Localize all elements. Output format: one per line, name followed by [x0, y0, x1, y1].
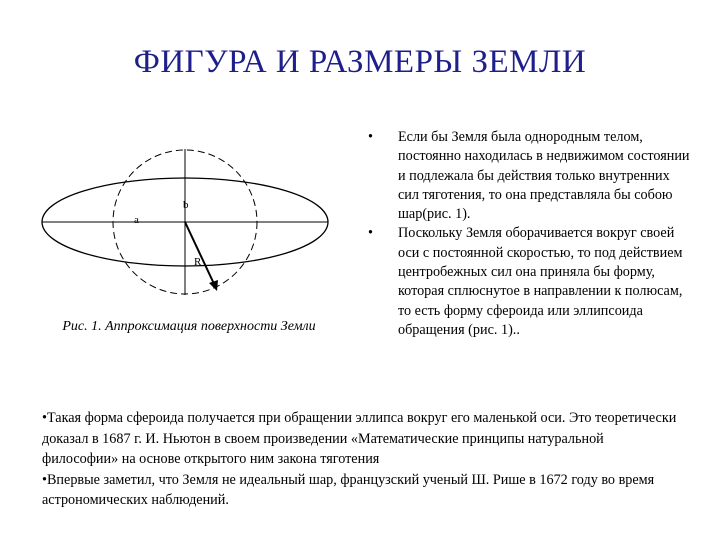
figure-caption: Рис. 1. Аппроксимация поверхности Земли	[62, 319, 316, 334]
ellipse-diagram	[70, 140, 370, 305]
bullet-item: • Поскольку Земля оборачивается вокруг своей оси с постоянной скоростью, то под действием центробежных сил она приняла бы форму, которая сплюснутое в направлении к полюсам, то есть форму сфероида или эллипсоида обращения (рис. 1)..	[362, 224, 692, 340]
paragraph-richer: •Впервые заметил, что Земля не идеальный шар, французский ученый Ш. Рише в 1672 году во время астрономических наблюдений.	[42, 471, 655, 508]
paragraph-newton: •Такая форма сфероида получается при обращении эллипса вокруг его маленькой оси. Это теоретически доказал в 1687 г. И. Ньютон в своем произведении «Математические принципы натуральной философии» на основе открытого ним закона тяготения	[42, 410, 677, 467]
bullet-list	[362, 128, 692, 340]
label-b: b	[183, 199, 189, 211]
radius-arrowhead	[209, 280, 218, 291]
radius-line	[185, 222, 215, 286]
label-a: a	[134, 214, 139, 226]
page-title: ФИГУРА И РАЗМЕРЫ ЗЕМЛИ	[133, 44, 587, 80]
earth-approximation-figure	[70, 140, 370, 305]
body-text	[42, 408, 682, 511]
bullet-item: • Если бы Земля была однородным телом, постоянно находилась в недвижимом состоянии и подлежала бы действия только внутренних сил тяготения, то она представляла бы собою шар(рис. 1).	[362, 128, 692, 224]
label-r: R	[194, 256, 202, 268]
